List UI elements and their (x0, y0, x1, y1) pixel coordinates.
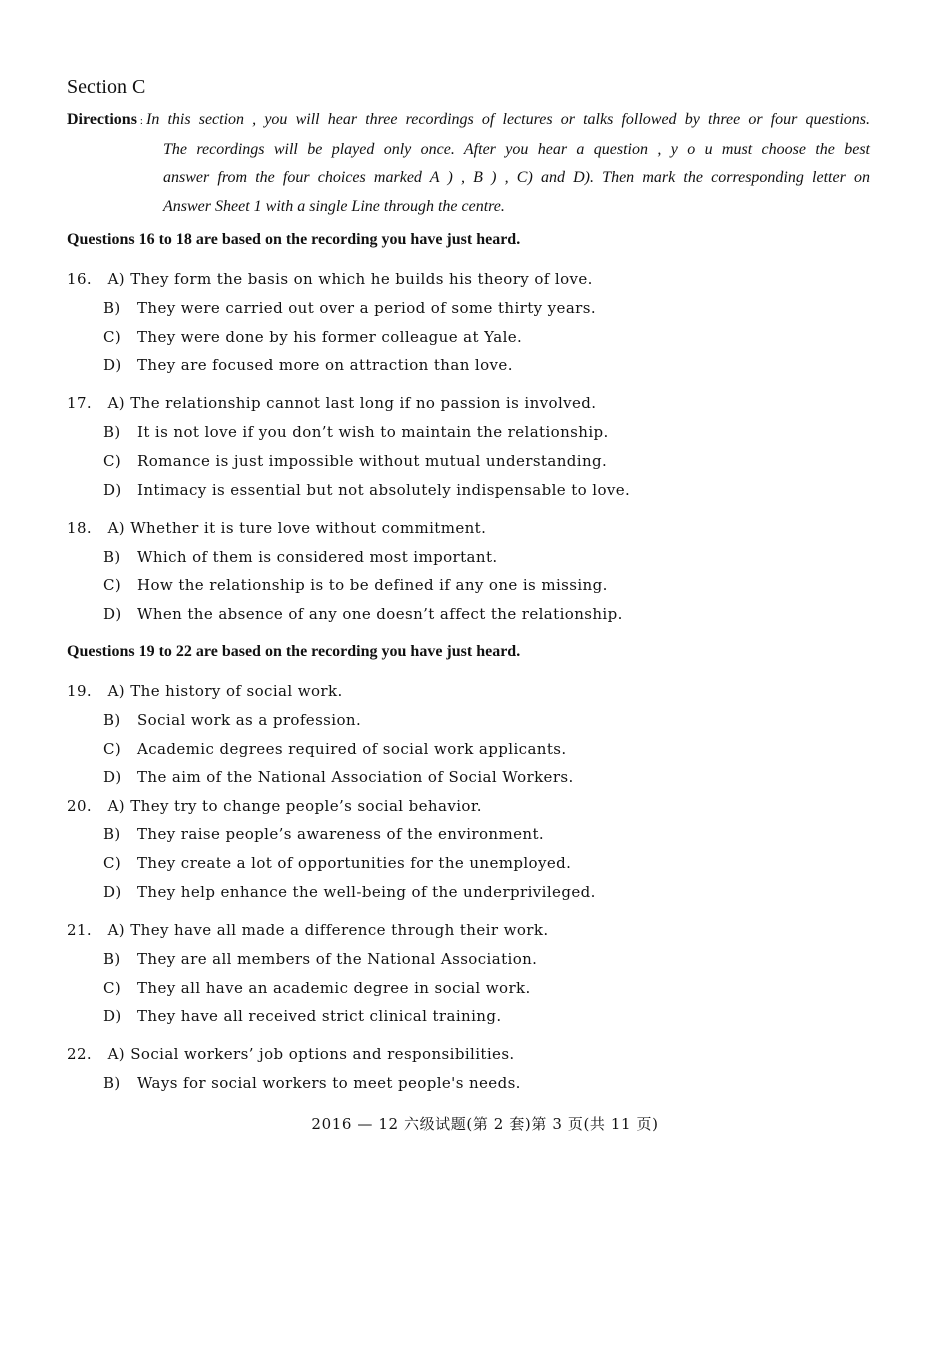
question-number: 16. (67, 270, 93, 288)
option-text: They are all members of the National Association. (137, 950, 538, 968)
option-d (103, 605, 623, 623)
option-text: Which of them is considered most important. (137, 548, 498, 566)
question-22 (67, 1045, 515, 1063)
option-c (103, 979, 531, 997)
option-c (103, 576, 608, 594)
option-a: A) They have all made a difference through their work. (107, 921, 549, 939)
option-text: Academic degrees required of social work applicants. (137, 740, 567, 758)
directions-line-2: The recordings will be played only once. After you hear a question , y o u must choose the best (163, 140, 870, 158)
option-text: How the relationship is to be defined if any one is missing. (137, 576, 608, 594)
option-text: When the absence of any one doesn’t affect the relationship. (137, 605, 623, 623)
option-d (103, 768, 574, 786)
option-d (103, 1007, 502, 1025)
option-c (103, 854, 571, 872)
option-text: They were done by his former colleague at Yale. (137, 328, 523, 346)
option-letter: B) (103, 548, 121, 566)
option-letter: C) (103, 979, 122, 997)
option-letter: B) (103, 950, 121, 968)
option-b (103, 548, 498, 566)
option-letter: D) (103, 605, 122, 623)
option-letter: D) (103, 883, 122, 901)
option-text: They help enhance the well-being of the underprivileged. (137, 883, 596, 901)
option-letter: D) (103, 1007, 122, 1025)
option-text: They have all received strict clinical training. (137, 1007, 502, 1025)
directions (67, 106, 870, 221)
option-text: Intimacy is essential but not absolutely indispensable to love. (137, 481, 631, 499)
option-letter: B) (103, 299, 121, 317)
option-a: A) They try to change people’s social behavior. (107, 797, 482, 815)
option-c (103, 328, 522, 346)
option-letter: B) (103, 423, 121, 441)
option-a: A) The history of social work. (107, 682, 343, 700)
directions-line-1 (67, 106, 870, 136)
question-number: 22. (67, 1045, 93, 1063)
option-text: They all have an academic degree in social work. (137, 979, 531, 997)
directions-line-4: Answer Sheet 1 with a single Line through the centre. (163, 197, 505, 215)
option-b (103, 423, 609, 441)
group-heading: Questions 16 to 18 are based on the recording you have just heard. (67, 231, 521, 248)
question-number: 21. (67, 921, 93, 939)
option-letter: D) (103, 356, 122, 374)
section-title: Section C (67, 76, 146, 98)
option-d (103, 481, 630, 499)
page-footer: 2016 — 12 六级试题(第 2 套)第 3 页(共 11 页) (311, 1115, 659, 1133)
option-d (103, 356, 513, 374)
question-number: 17. (67, 394, 93, 412)
option-text: They raise people’s awareness of the environment. (137, 825, 545, 843)
option-letter: C) (103, 854, 122, 872)
directions-label: Directions (67, 111, 137, 128)
option-letter: C) (103, 576, 122, 594)
option-letter: B) (103, 825, 121, 843)
option-letter: C) (103, 452, 122, 470)
option-c (103, 452, 607, 470)
option-letter: B) (103, 1074, 121, 1092)
option-b (103, 825, 544, 843)
question-number: 19. (67, 682, 93, 700)
option-b (103, 711, 361, 729)
option-a: A) Social workers’ job options and responsibilities. (107, 1045, 515, 1063)
option-letter: C) (103, 740, 122, 758)
directions-colon: : (139, 115, 143, 127)
question-18 (67, 519, 486, 537)
option-letter: D) (103, 768, 122, 786)
option-letter: B) (103, 711, 121, 729)
directions-line-3: answer from the four choices marked A ) , B ) , C) and D). Then mark the corresponding letter on (163, 169, 870, 187)
option-a: A) They form the basis on which he builds his theory of love. (107, 270, 593, 288)
option-text: Ways for social workers to meet people's needs. (137, 1074, 521, 1092)
question-17 (67, 394, 596, 412)
option-b (103, 1074, 521, 1092)
option-text: They were carried out over a period of some thirty years. (137, 299, 597, 317)
option-text: It is not love if you don’t wish to maintain the relationship. (137, 423, 609, 441)
option-b (103, 950, 537, 968)
question-19 (67, 682, 343, 700)
option-text: They create a lot of opportunities for the unemployed. (137, 854, 572, 872)
option-text: The aim of the National Association of Social Workers. (137, 768, 574, 786)
option-text: Romance is just impossible without mutual understanding. (137, 452, 608, 470)
option-c (103, 740, 567, 758)
option-b (103, 299, 596, 317)
option-text: Social work as a profession. (137, 711, 362, 729)
option-d (103, 883, 596, 901)
option-text: They are focused more on attraction than love. (137, 356, 513, 374)
question-number: 20. (67, 797, 93, 815)
question-21 (67, 921, 548, 939)
option-a: A) Whether it is ture love without commitment. (107, 519, 487, 537)
question-16 (67, 270, 593, 288)
question-20 (67, 797, 482, 815)
option-letter: C) (103, 328, 122, 346)
group-heading: Questions 19 to 22 are based on the recording you have just heard. (67, 643, 521, 660)
option-letter: D) (103, 481, 122, 499)
option-a: A) The relationship cannot last long if no passion is involved. (107, 394, 597, 412)
question-number: 18. (67, 519, 93, 537)
directions-text: In this section , you will hear three recordings of lectures or talks followed by three or four questions. (145, 111, 870, 128)
